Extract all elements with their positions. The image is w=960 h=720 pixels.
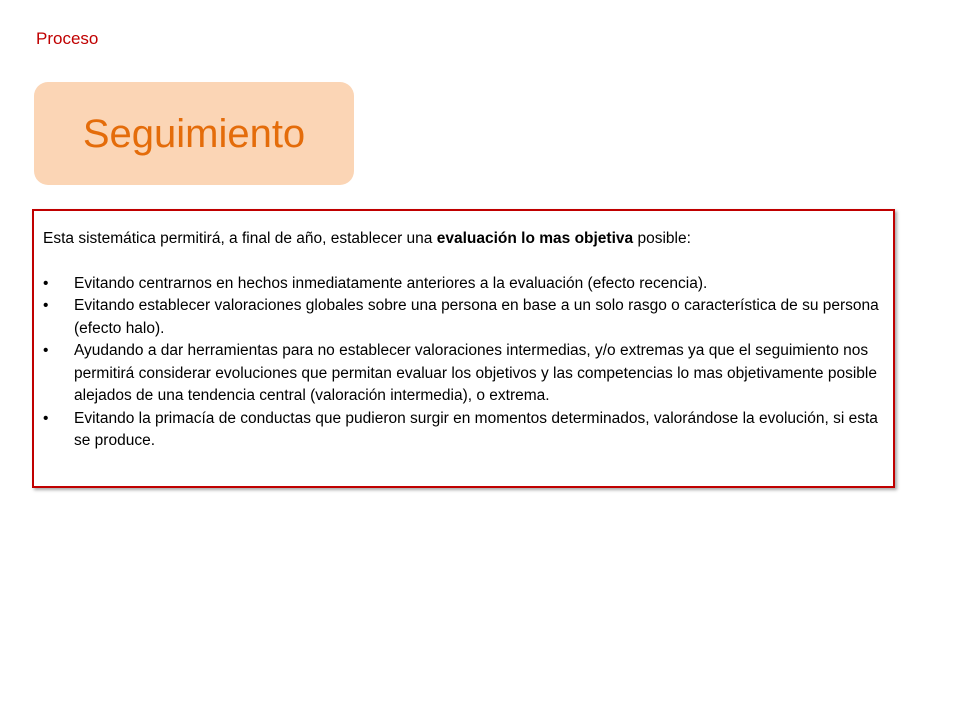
bullet-icon: • — [43, 274, 49, 292]
list-item-text: Evitando establecer valoraciones globales sobre una persona en base a un solo rasgo o característica de su persona (efecto halo). — [74, 297, 879, 337]
list-item — [43, 295, 883, 340]
bullet-list — [43, 273, 883, 453]
list-item-text: Ayudando a dar herramientas para no establecer valoraciones intermedias, y/o extremas ya que el seguimiento nos permitirá considerar evoluciones que permitan evaluar los objetivos y las competencias lo mas objetivamente posible alejados de una tendencia central (valoración intermedia), o extrema. — [74, 342, 877, 404]
bullet-icon: • — [43, 409, 49, 427]
intro-bold-text: evaluación lo mas objetiva — [436, 230, 634, 247]
title-box — [34, 82, 354, 185]
list-item — [43, 273, 883, 296]
content-box — [32, 209, 895, 488]
section-label: Proceso — [36, 29, 99, 48]
slide-title: Seguimiento — [82, 111, 306, 156]
list-item — [43, 340, 883, 408]
intro-paragraph — [43, 228, 883, 251]
list-item — [43, 408, 883, 453]
intro-text-end: posible: — [633, 230, 691, 247]
list-item-text: Evitando centrarnos en hechos inmediatamente anteriores a la evaluación (efecto recencia). — [74, 274, 708, 292]
bullet-icon: • — [43, 342, 49, 359]
bullet-icon: • — [43, 297, 49, 314]
list-item-text: Evitando la primacía de conductas que pudieron surgir en momentos determinados, valorándose la evolución, si esta se produce. — [74, 409, 878, 449]
intro-text-start: Esta sistemática permitirá, a final de año, establecer una — [43, 230, 437, 247]
